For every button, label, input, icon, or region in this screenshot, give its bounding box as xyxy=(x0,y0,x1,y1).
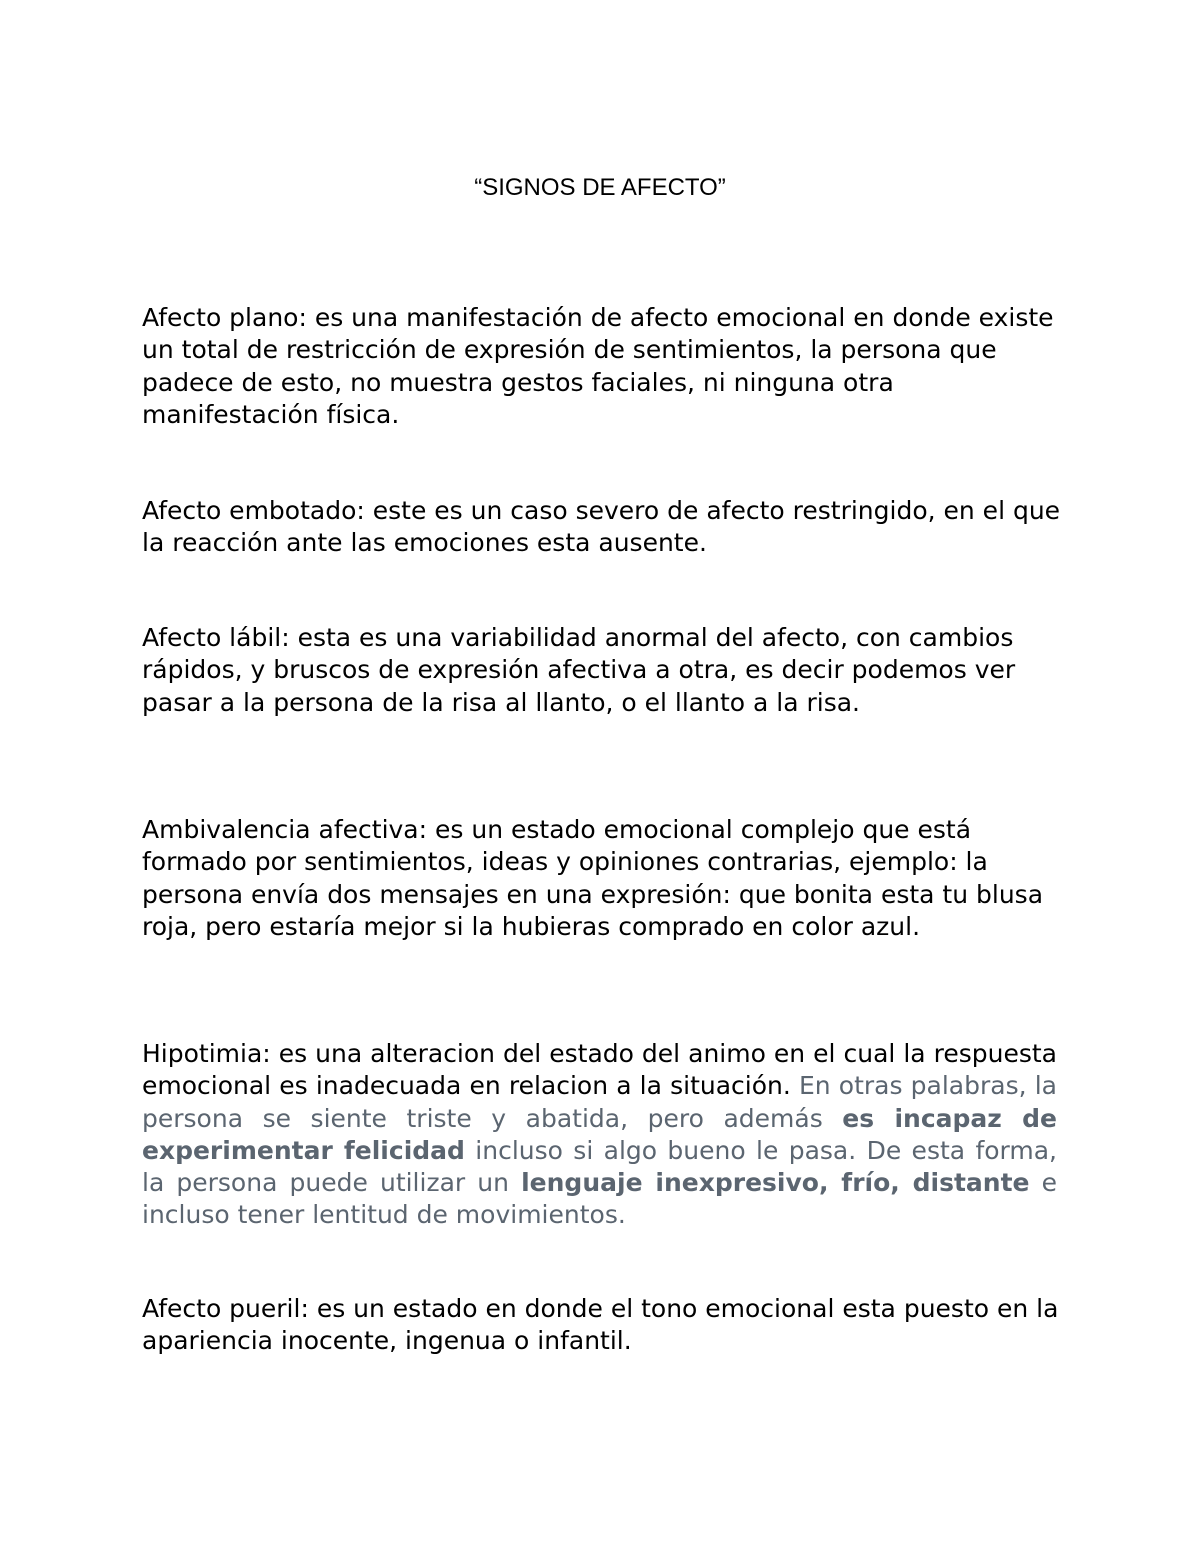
paragraph-afecto-pueril: Afecto pueril: es un estado en donde el tono emocional esta puesto en la apariencia inocente, ingenua o infantil. xyxy=(142,1294,1059,1356)
hipotimia-definition: Hipotimia: es una alteracion del estado del animo en el cual la respuesta emocional es inadecuada en relacion a la situación. xyxy=(142,1039,1057,1101)
hipotimia-quote-text: incluso si algo bueno le pasa. De esta forma, la persona puede utilizar un xyxy=(142,1135,1058,1198)
paragraph-afecto-embotado: Afecto embotado: este es un caso severo de afecto restringido, en el que la reacción ante las emociones esta ausente. xyxy=(142,496,1061,558)
paragraph-ambivalencia-afectiva: Ambivalencia afectiva: es un estado emocional complejo que está formado por sentimientos, ideas y opiniones contrarias, ejemplo: la persona envía dos mensajes en una expresión: que bonita esta tu blusa roja, pero estaría mejor si la hubieras comprado en color azul. xyxy=(142,815,1044,941)
document-title: “SIGNOS DE AFECTO” xyxy=(474,174,726,201)
hipotimia-quote-text: e incluso tener lentitud de movimientos. xyxy=(142,1168,1058,1230)
hipotimia-quote-text: En otras palabras, la persona se siente triste y abatida, pero además xyxy=(142,1071,1057,1133)
hipotimia-quote-bold: lenguaje inexpresivo, frío, distante xyxy=(521,1168,1030,1198)
paragraph-afecto-plano: Afecto plano: es una manifestación de afecto emocional en donde existe un total de restricción de expresión de sentimientos, la persona que padece de esto, no muestra gestos faciales, ni ninguna otra manifestación física. xyxy=(142,303,1054,429)
paragraph-hipotimia xyxy=(142,1038,1057,1232)
paragraph-afecto-labil: Afecto lábil: esta es una variabilidad anormal del afecto, con cambios rápidos, y bruscos de expresión afectiva a otra, es decir podemos ver pasar a la persona de la risa al llanto, o el llanto a la risa. xyxy=(142,623,1016,717)
hipotimia-quote-bold: es incapaz de experimentar felicidad xyxy=(142,1103,1058,1165)
